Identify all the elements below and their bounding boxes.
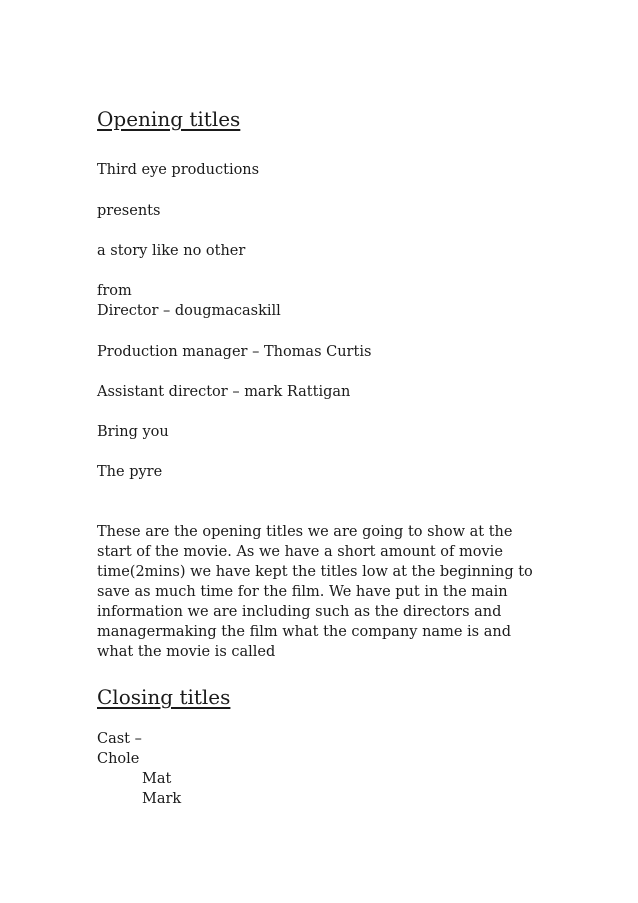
tagline-line: a story like no other (97, 243, 246, 259)
film-title-line: The pyre (97, 464, 163, 480)
company-line: Third eye productions (97, 162, 260, 178)
from-line: from (97, 283, 132, 299)
paragraph-line: These are the opening titles we are going to show at the (97, 524, 513, 540)
director-line: Director – dougmacaskill (97, 303, 281, 319)
explanation-paragraph (97, 522, 537, 662)
paragraph-line: managermaking the film what the company name is and (97, 624, 511, 640)
opening-titles-heading: Opening titles (97, 107, 241, 131)
production-manager-line: Production manager – Thomas Curtis (97, 344, 372, 360)
paragraph-line: start of the movie. As we have a short amount of movie (97, 544, 503, 560)
cast-member: Chole (97, 751, 140, 767)
paragraph-line: what the movie is called (97, 644, 276, 660)
bring-you-line: Bring you (97, 424, 169, 440)
closing-titles-heading: Closing titles (97, 685, 231, 709)
paragraph-line: save as much time for the film. We have put in the main (97, 584, 508, 600)
cast-member: Mark (142, 791, 182, 807)
cast-member: Mat (142, 771, 172, 787)
assistant-director-line: Assistant director – mark Rattigan (97, 384, 351, 400)
cast-line: Cast – (97, 731, 142, 747)
paragraph-line: time(2mins) we have kept the titles low at the beginning to (97, 564, 533, 580)
paragraph-line: information we are including such as the directors and (97, 604, 502, 620)
presents-line: presents (97, 203, 161, 219)
